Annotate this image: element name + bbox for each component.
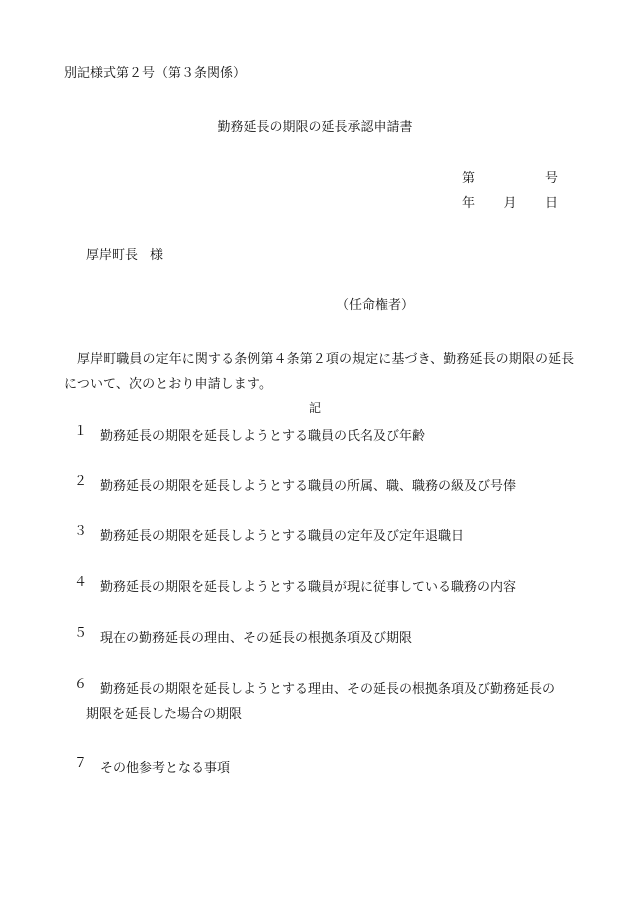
list-item-text: 勤務延長の期限を延長しようとする理由、その延長の根拠条項及び勤務延長の	[100, 682, 556, 697]
applicant-label: （任命権者）	[336, 298, 415, 313]
list-item-number: ７	[74, 756, 88, 771]
ki-label: 記	[308, 401, 321, 415]
list-item	[64, 524, 584, 549]
list-item	[64, 756, 584, 781]
date-year: 年	[462, 196, 476, 211]
addressee-honorific: 様	[150, 248, 164, 263]
list-item-text-block	[86, 677, 584, 727]
list-item	[64, 424, 584, 449]
list-item	[64, 677, 584, 727]
list-item-text: 勤務延長の期限を延長しようとする職員の定年及び定年退職日	[100, 529, 465, 544]
date-line	[462, 196, 558, 212]
list-item-number: ２	[74, 474, 88, 489]
list-item-number: ３	[74, 524, 88, 539]
list-item-text: 現在の勤務延長の理由、その延長の根拠条項及び期限	[100, 631, 413, 646]
list-item-number: １	[74, 424, 88, 439]
list-item-number: ５	[74, 626, 88, 641]
addressee	[86, 248, 163, 264]
list-item	[64, 474, 584, 499]
request-body-text: 厚岸町職員の定年に関する条例第４条第２項の規定に基づき、勤務延長の期限の延長について、次のとおり申請します。	[64, 352, 575, 392]
list-item	[64, 626, 584, 651]
list-item-text-continuation: 期限を延長した場合の期限	[86, 707, 243, 722]
date-month: 月	[503, 196, 517, 211]
addressee-name: 厚岸町長	[86, 248, 139, 263]
list-item	[64, 575, 584, 600]
list-item-text: その他参考となる事項	[100, 761, 231, 776]
list-item-text: 勤務延長の期限を延長しようとする職員が現に従事している職務の内容	[100, 580, 517, 595]
form-reference-heading: 別記様式第２号（第３条関係）	[64, 66, 247, 81]
list-item-number: ４	[74, 575, 88, 590]
document-number-line	[462, 171, 558, 187]
list-item-number: ６	[74, 677, 88, 692]
number-prefix: 第	[462, 171, 476, 186]
number-suffix: 号	[544, 171, 558, 186]
document-title: 勤務延長の期限の延長承認申請書	[217, 120, 413, 135]
date-day: 日	[544, 196, 558, 211]
list-item-text: 勤務延長の期限を延長しようとする職員の所属、職、職務の級及び号俸	[100, 479, 517, 494]
list-item-text: 勤務延長の期限を延長しようとする職員の氏名及び年齢	[100, 429, 426, 444]
